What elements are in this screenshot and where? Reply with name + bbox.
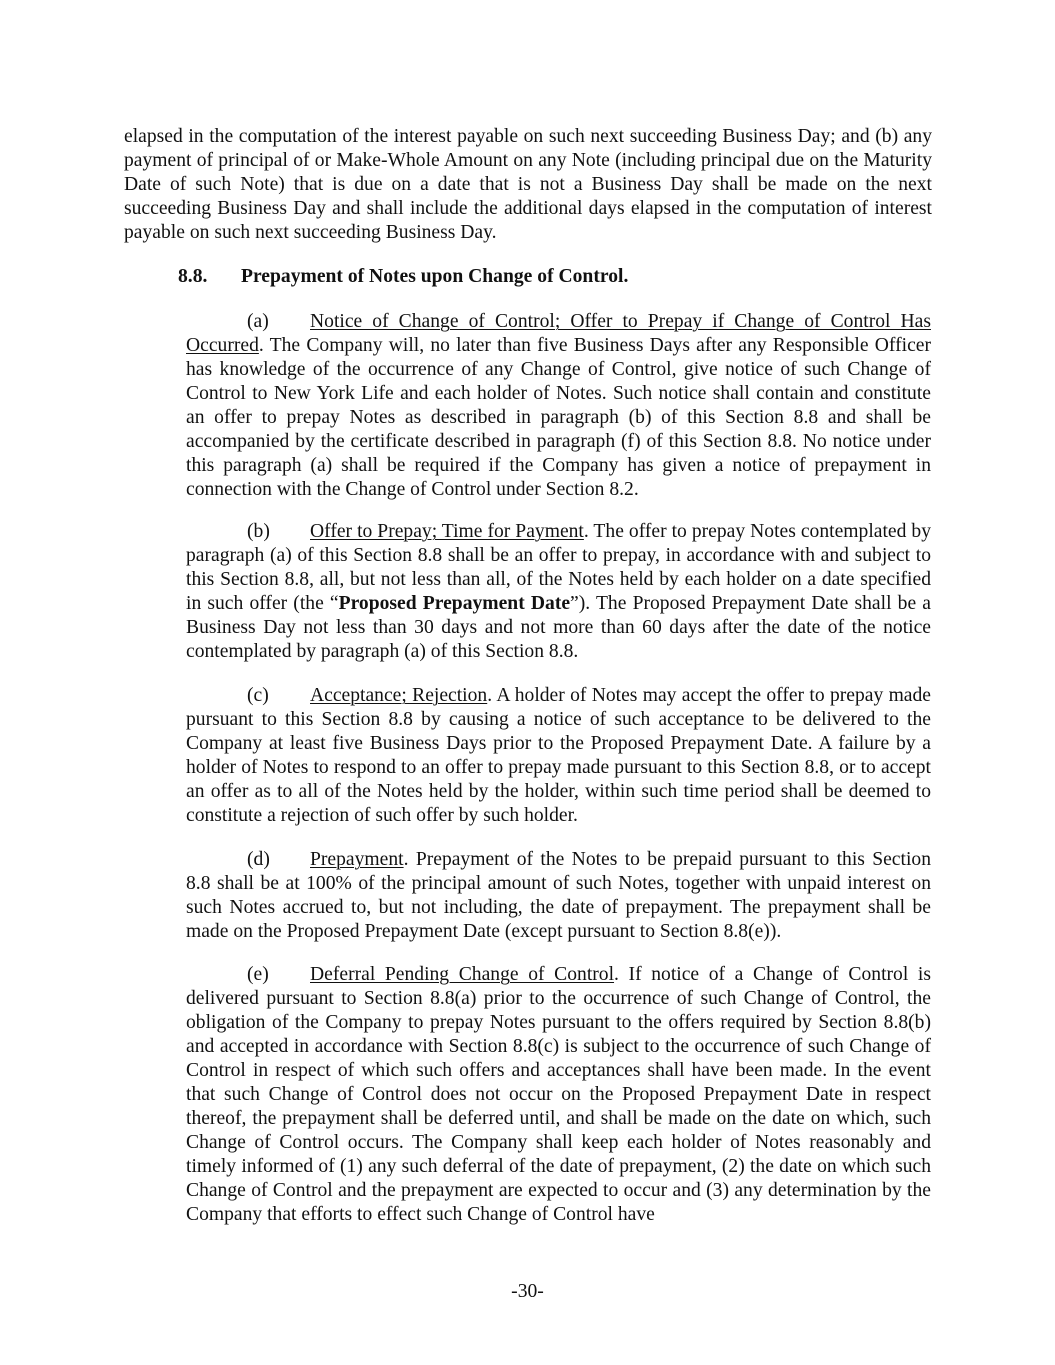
paragraph-label: (e) [247,964,269,985]
section-number: 8.8. [178,266,208,287]
defined-term: Proposed Prepayment Date [338,593,571,614]
paragraph-caption: Offer to Prepay; Time for Payment [310,521,584,542]
paragraph-body: . Prepayment of the Notes to be prepaid pursuant to this Section 8.8 shall be at 100% of the principal amount of such Notes, together with unpaid interest on such Notes accrued to, but not including, the date of prepayment. The prepayment shall be made on the Proposed Prepayment Date (except pursuant to Section 8.8(e)). [186,849,931,942]
intro-paragraph: elapsed in the computation of the interest payable on such next succeeding Business Day; and (b) any payment of principal of or Make-Whole Amount on any Note (including principal due on the Maturity Date of such Note) that is due on a date that is not a Business Day shall be made on the next succeeding Business Day and shall include the additional days elapsed in the computation of interest payable on such next succeeding Business Day. [124,126,932,243]
paragraph-a [186,310,931,502]
section-title: Prepayment of Notes upon Change of Control. [241,266,629,287]
page-number: -30- [511,1281,544,1302]
paragraph-body: ”). The Proposed Prepayment Date shall be a Business Day not less than 30 days and not more than 60 days after the date of the notice contemplated by paragraph (a) of this Section 8.8. [186,593,931,662]
paragraph-caption: Prepayment [310,849,404,870]
paragraph-b [186,520,931,664]
paragraph-label: (c) [247,685,269,706]
paragraph-body: . The offer to prepay Notes contemplated by paragraph (a) of this Section 8.8 shall be an offer to prepay, in accordance with and subject to this Section 8.8, all, but not less than all, of the Notes held by each holder on a date specified in such offer (the “ [186,521,932,614]
paragraph-body: . If notice of a Change of Control is delivered pursuant to Section 8.8(a) prior to the occurrence of such Change of Control, the obligation of the Company to prepay Notes pursuant to the offers required by Section 8.8(b) and accepted in accordance with Section 8.8(c) is subject to the occurrence of such Change of Control in respect of which such offers and acceptances shall have been made. In the event that such Change of Control does not occur on the Proposed Prepayment Date in respect thereof, the prepayment shall be deferred until, and shall be made on the date on which, such Change of Control occurs. The Company shall keep each holder of Notes reasonably and timely informed of (1) any such deferral of the date of prepayment, (2) the date on which such Change of Control and the prepayment are expected to occur and (3) any determination by the Company that efforts to effect such Change of Control have [186,964,931,1225]
paragraph-caption: Notice of Change of Control; Offer to Prepay if Change of Control Has Occurred [186,311,931,356]
paragraph-d [186,848,931,944]
paragraph-body: . The Company will, no later than five Business Days after any Responsible Officer has knowledge of the occurrence of any Change of Control, give notice of such Change of Control to New York Life and each holder of Notes. Such notice shall contain and constitute an offer to prepay Notes as described in paragraph (b) of this Section 8.8 and shall be accompanied by the certificate described in paragraph (f) of this Section 8.8. No notice under this paragraph (a) shall be required if the Company has given a notice of prepayment in connection with the Change of Control under Section 8.2. [186,335,931,500]
paragraph-c [186,684,931,828]
paragraph-label: (b) [247,521,270,542]
paragraph-caption: Acceptance; Rejection [310,685,488,706]
paragraph-caption: Deferral Pending Change of Control [310,964,615,985]
paragraph-e [186,963,931,1227]
paragraph-label: (a) [247,311,269,332]
paragraph-body: . A holder of Notes may accept the offer to prepay made pursuant to this Section 8.8 by causing a notice of such acceptance to be delivered to the Company at least five Business Days prior to the Proposed Prepayment Date. A failure by a holder of Notes to respond to an offer to prepay made pursuant to this Section 8.8, or to accept an offer as to all of the Notes held by the holder, within such time period shall be deemed to constitute a rejection of such offer by such holder. [186,685,931,826]
paragraph-label: (d) [247,849,270,870]
section-heading [178,265,628,289]
